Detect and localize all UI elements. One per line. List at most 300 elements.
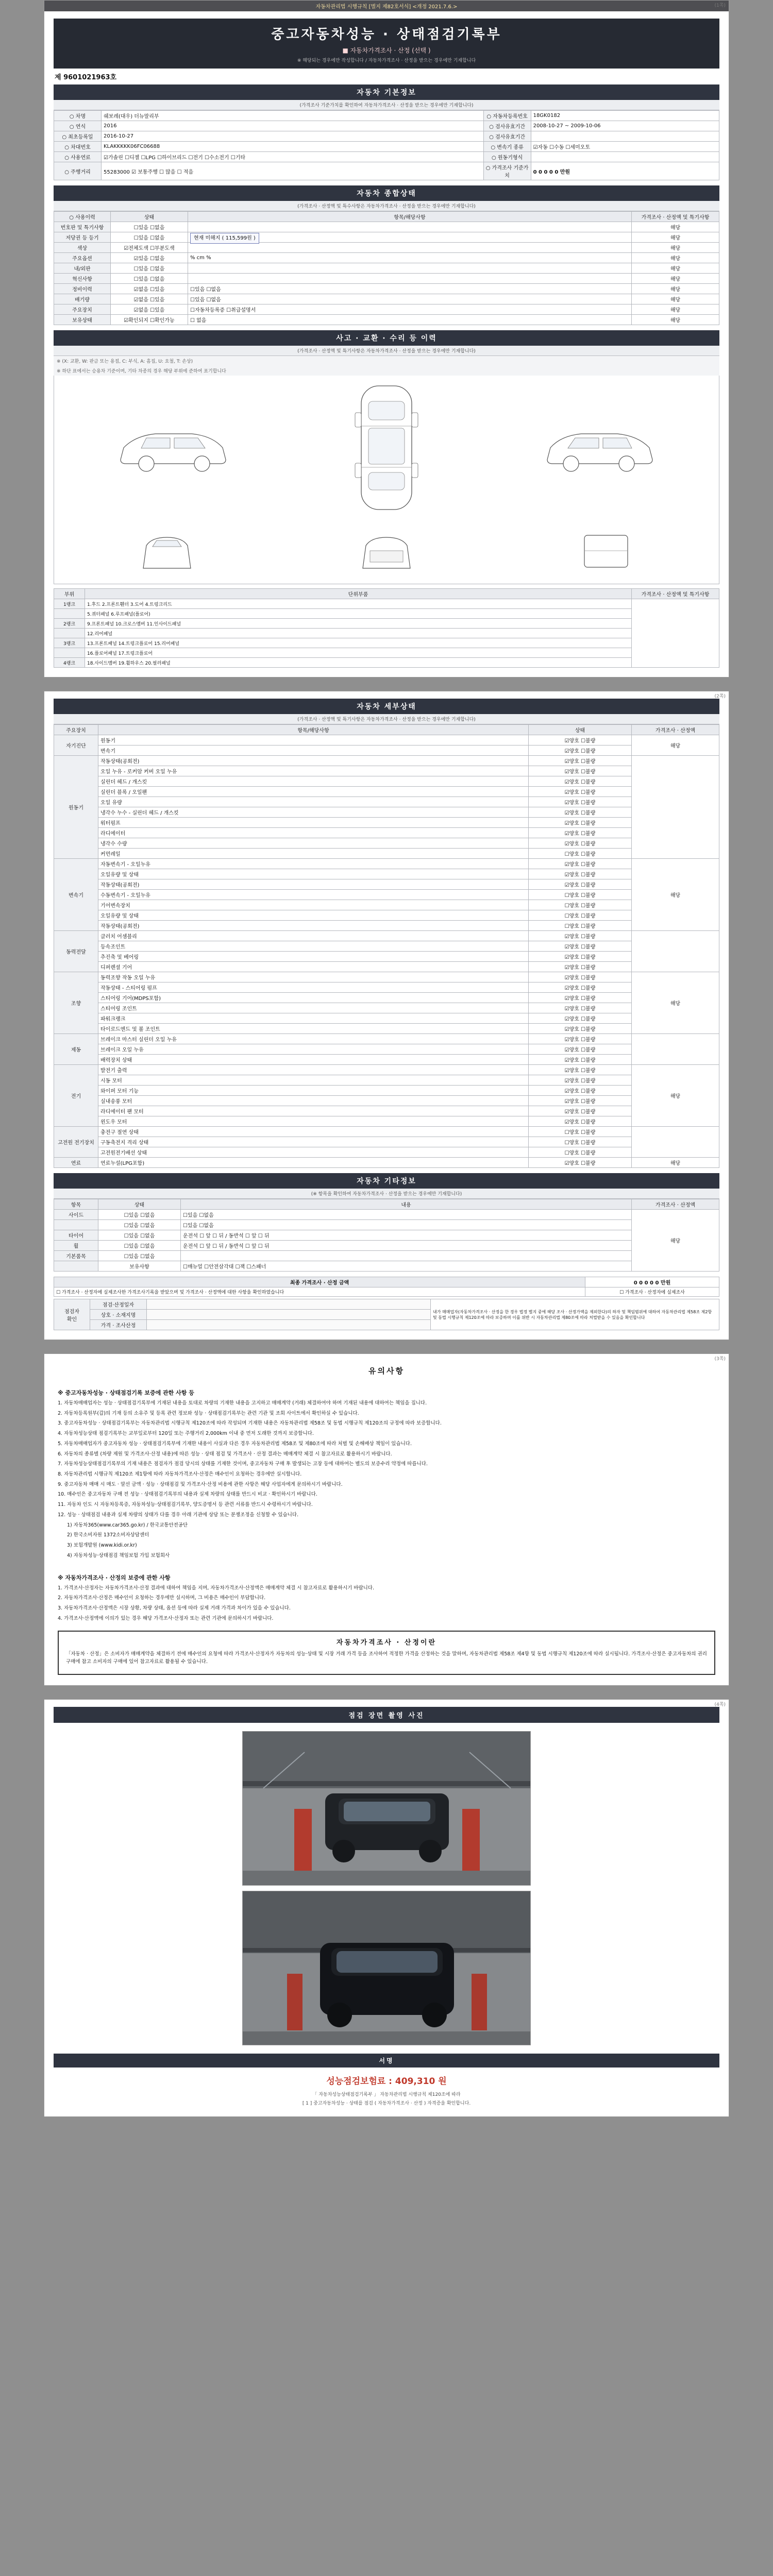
- detail-item-state[interactable]: ☐양호 ☐불량: [529, 900, 632, 910]
- car-diagram-row: [59, 381, 714, 515]
- price-summary-value[interactable]: 0 0 0 0 0 만원: [585, 1277, 719, 1287]
- sig-value-1[interactable]: [147, 1310, 431, 1320]
- table-row: [54, 1147, 719, 1158]
- detail-group-note: 해당: [632, 1065, 719, 1127]
- overall-state-9[interactable]: ☑확인되지 ☐확인가능: [111, 315, 188, 325]
- table-row: [54, 879, 719, 890]
- table-row: [54, 629, 719, 638]
- detail-item-label: 수동변속기 - 오일누유: [98, 890, 529, 900]
- detail-item-state[interactable]: ☑양호 ☐불량: [529, 756, 632, 766]
- detail-item-label: 타이로드엔드 및 볼 조인트: [98, 1024, 529, 1034]
- detail-item-label: 구동축전지 격리 상태: [98, 1137, 529, 1147]
- etc-detail-5[interactable]: ☐매뉴얼 ☐안전삼각대 ☐잭 ☐스패너: [181, 1261, 632, 1272]
- detail-item-label: 디퍼렌셜 기어: [98, 962, 529, 972]
- parts-rank-6: 4랭크: [54, 658, 85, 668]
- table-row: [54, 776, 719, 787]
- etc-state-5[interactable]: 보유사항: [98, 1261, 181, 1272]
- section-basic-title: 자동차 기본정보: [54, 84, 719, 100]
- notice-list-2: [58, 1585, 715, 1623]
- detail-group-label: 동력전달: [54, 931, 98, 972]
- detail-item-state[interactable]: ☑양호 ☐불량: [529, 745, 632, 756]
- notice-item-2: 1. 가격조사·산정자는 자동차가격조사·산정 결과에 대하여 책임을 지며, 자동차가격조사·산정액은 매매계약 체결 시 참고자료로 활용하시기 바랍니다.: [58, 1585, 375, 1591]
- detail-item-state[interactable]: ☐양호 ☐불량: [529, 910, 632, 921]
- car-engine-bay-diagram[interactable]: [575, 522, 637, 579]
- table-row: [54, 962, 719, 972]
- basic-value-4[interactable]: ☑가솔린 ☐디젤 ☐LPG ☐하이브리드 ☐전기 ☐수소전기 ☐기타: [102, 152, 484, 162]
- detail-item-state[interactable]: ☑양호 ☐불량: [529, 1044, 632, 1055]
- detail-group-label: 고전원 전기장치: [54, 1127, 98, 1158]
- document-title-band: [54, 19, 719, 69]
- table-row: [54, 745, 719, 756]
- parts-col-1: 단위부품: [85, 589, 632, 599]
- table-row: [54, 1287, 719, 1297]
- basic-value-0[interactable]: 쉐보레(대우) 더뉴말리부: [102, 111, 484, 121]
- table-row: [54, 1210, 719, 1220]
- table-row: [54, 1034, 719, 1044]
- table-row: [54, 1137, 719, 1147]
- detail-item-state[interactable]: ☑양호 ☐불량: [529, 1034, 632, 1044]
- detail-group-label: 변속기: [54, 859, 98, 931]
- basic-label2-2: ○ 검사유효기간: [483, 131, 531, 142]
- notice-item: 10. 매수인은 중고자동차 구매 전 성능 · 상태점검기록부의 내용과 실제 차량의 상태를 반드시 비교 · 확인하시기 바랍니다.: [58, 1492, 317, 1498]
- table-row: [54, 1251, 719, 1261]
- overall-note-6: 해당: [632, 284, 719, 294]
- overall-state-3[interactable]: ☑있음 ☐없음: [111, 253, 188, 263]
- parts-rank-5: [54, 648, 85, 658]
- detail-item-label: 오일 유량: [98, 797, 529, 807]
- price-definition-body: 「자동차 · 산정」은 소비자가 매매계약을 체결하기 전에 매수인의 요청에 따라 가격조사·산정자가 자동차의 성능·상태 및 시장 거래 가격 등을 조사하여 적정한 가격을 산정하는 것을 말하며, 자동차관리법 제58조 제4항 및 동법 시행규칙 제120조에 따라 실시됩니다. 가격조사·산정은 중고자동차의 권리 구매에 참고 소비자의 구매에 있어 참고자료로 활용될 수 있습니다.: [66, 1651, 707, 1665]
- notice-item: 6. 자동차의 종류별 (차량 제원 및 가격조사·산정 내용)에 따른 성능 · 상태 점검 및 가격조사 · 산정 결과는 매매계약 체결 시 참고자료로 활용하시기 바랍니다.: [58, 1451, 392, 1457]
- detail-item-label: 배력장치 상태: [98, 1055, 529, 1065]
- basic-value2-4[interactable]: [531, 152, 719, 162]
- overall-note-9: 해당: [632, 315, 719, 325]
- sig-value-2[interactable]: [147, 1320, 431, 1330]
- overall-state-6[interactable]: ☑없음 ☐있음: [111, 284, 188, 294]
- car-rear-diagram[interactable]: [356, 522, 417, 579]
- page3-corner-tag: (3쪽): [714, 1357, 726, 1362]
- etc-state-0[interactable]: ☐있음 ☐없음: [98, 1210, 181, 1220]
- car-side-left-diagram[interactable]: [114, 419, 233, 476]
- detail-item-state[interactable]: ☑양호 ☐불량: [529, 807, 632, 818]
- notice-org[interactable]: 2) 한국소비자원 1372소비자상담센터: [67, 1532, 149, 1538]
- detail-item-state[interactable]: ☐양호 ☐불량: [529, 849, 632, 859]
- parts-value-2[interactable]: 9.프론트패널 10.크로스멤버 11.인사이드패널: [85, 619, 632, 629]
- table-row: [54, 294, 719, 304]
- car-side-right-diagram[interactable]: [540, 419, 659, 476]
- table-row: [54, 993, 719, 1003]
- parts-value-0[interactable]: 1.후드 2.프론트휀더 3.도어 4.트렁크리드: [85, 599, 632, 609]
- basic-value-1[interactable]: 2016: [102, 121, 484, 131]
- detail-item-state[interactable]: ☑양호 ☐불량: [529, 787, 632, 797]
- parts-value-3[interactable]: 12.리어패널: [85, 629, 632, 638]
- notice-org[interactable]: 3) 보험개발원 (www.kidi.or.kr): [67, 1543, 137, 1549]
- section-accident-sub: (가격조사 · 산정액 및 특기사항은 자동차가격조사 · 산정을 받으는 경우에만 기재합니다): [54, 346, 719, 356]
- notice-item: 9. 중고자동차 매매 시 매도 · 알선 금액 · 성능 · 상태점검 및 가격조사·산정 비용에 관한 사항은 해당 사업자에게 문의하시기 바랍니다.: [58, 1481, 343, 1487]
- detail-item-state[interactable]: ☑양호 ☐불량: [529, 828, 632, 838]
- etc-state-4[interactable]: ☐있음 ☐없음: [98, 1251, 181, 1261]
- section-basic-sub: (가격조사 기준가치를 확인하여 자동차가격조사 · 산정을 받으는 경우에만 기재합니다): [54, 100, 719, 110]
- overall-detail-9[interactable]: ☐ 없음: [188, 315, 632, 325]
- page-subnote: ※ 해당되는 경우에만 작성합니다 / 자동차가격조사 · 산정을 받으는 경우에만 기재합니다: [297, 58, 476, 63]
- etc-label-2: 타이어: [54, 1230, 98, 1241]
- detail-group-label: 연료: [54, 1158, 98, 1168]
- detail-item-label: 오일유량 및 상태: [98, 869, 529, 879]
- detail-col-3: 가격조사 · 산정액: [632, 725, 719, 735]
- detail-item-label: 추진축 및 베어링: [98, 952, 529, 962]
- detail-item-state[interactable]: ☑양호 ☐불량: [529, 797, 632, 807]
- basic-value-2[interactable]: 2016-10-27: [102, 131, 484, 142]
- detail-item-state[interactable]: ☑양호 ☐불량: [529, 1075, 632, 1086]
- signature-table: [54, 1299, 719, 1330]
- overall-detail-1-text: 현재 미해지 ( 115,599원 ): [190, 233, 259, 244]
- table-row: [54, 131, 719, 142]
- overall-detail-3[interactable]: % cm %: [188, 253, 632, 263]
- etc-state-3[interactable]: ☐있음 ☐없음: [98, 1241, 181, 1251]
- parts-note: [632, 599, 719, 668]
- page4-corner-tag: (4쪽): [714, 1702, 726, 1707]
- overall-col-0: ○ 사용이력: [54, 212, 111, 222]
- detail-item-state[interactable]: ☑양호 ☐불량: [529, 1013, 632, 1024]
- signature-group-label: 점검자 확인: [54, 1299, 90, 1330]
- etc-detail-1[interactable]: ☐있음 ☐없음: [181, 1220, 632, 1230]
- table-row: [54, 304, 719, 315]
- signature-notice: 내가 매매업자(자동차가격조사 · 산정을 한 경우 법정 별지 중에 해당 조사 · 산정가액을 제외한다)의 하자 및 책임범위에 대하여 자동차관리법 제58조 제2항 및 동법 시행규칙 제120조에 따라 보증하며 이를 위반 시 자동차관리법 제80조에 따라 처벌받을 수 있음을 확인합니다: [431, 1299, 719, 1330]
- detail-col-0: 주요장치: [54, 725, 98, 735]
- detail-item-state[interactable]: ☑양호 ☐불량: [529, 879, 632, 890]
- detail-item-state[interactable]: ☑양호 ☐불량: [529, 931, 632, 941]
- detail-item-state[interactable]: ☑양호 ☐불량: [529, 838, 632, 849]
- section-detail-title: 자동차 세부상태: [54, 699, 719, 714]
- etc-col-2: 내용: [181, 1199, 632, 1210]
- overall-note-0: 해당: [632, 222, 719, 232]
- notice-item: 1. 자동차매매업자는 성능 · 상태점검기록부에 기재된 내용을 토대로 차량의 기재한 내용을 고지하고 매매계약 (거래) 체결하여야 하며 기재된 내용에 대하여는 책임을 집니다.: [58, 1400, 427, 1406]
- form-topbar: 자동차관리법 시행규칙 [별지 제82호서식] <개정 2021.7.6.>: [44, 1, 729, 11]
- detail-item-state[interactable]: ☑양호 ☐불량: [529, 1158, 632, 1168]
- table-row: [54, 1116, 719, 1127]
- detail-item-state[interactable]: ☑양호 ☐불량: [529, 1003, 632, 1013]
- etc-detail-4[interactable]: [181, 1251, 632, 1261]
- inspection-photo-2-image: [243, 1891, 531, 2045]
- parts-value-5[interactable]: 16.플로어패널 17.트렁크플로어: [85, 648, 632, 658]
- detail-group-note: 해당: [632, 859, 719, 931]
- inspection-photo-1-image: [243, 1732, 531, 1886]
- table-row: [54, 900, 719, 910]
- overall-detail-4[interactable]: [188, 263, 632, 274]
- table-row: [54, 263, 719, 274]
- parts-rank-0: 1랭크: [54, 599, 85, 609]
- detail-item-label: 작동상태(공회전): [98, 879, 529, 890]
- overall-detail-7[interactable]: ☐있음 ☐없음: [188, 294, 632, 304]
- overall-detail-0[interactable]: [188, 222, 632, 232]
- overall-state-2[interactable]: ☑전체도색 ☐부분도색: [111, 243, 188, 253]
- notice-item-2: 3. 자동차가격조사·산정액은 시장 상황, 차량 상태, 옵션 등에 따라 실제 거래 가격과 차이가 있을 수 있습니다.: [58, 1605, 291, 1611]
- detail-item-label: 클러치 어셈블리: [98, 931, 529, 941]
- table-row: [54, 952, 719, 962]
- overall-state-8[interactable]: ☑없음 ☐있음: [111, 304, 188, 315]
- basic-value2-3[interactable]: ☑자동 ☐수동 ☐세미오토: [531, 142, 719, 152]
- table-row: [54, 1158, 719, 1168]
- detail-item-state[interactable]: ☑양호 ☐불량: [529, 859, 632, 869]
- basic-label-5: ○ 주행거리: [54, 162, 102, 180]
- parts-value-4[interactable]: 13.프론트패널 14.트렁크플로어 15.리어패널: [85, 638, 632, 648]
- overall-state-1[interactable]: ☐있음 ☐없음: [111, 232, 188, 243]
- etc-col-3: 가격조사 · 산정액: [632, 1199, 719, 1210]
- table-row: [54, 1065, 719, 1075]
- etc-detail-3[interactable]: 운전석 ☐ 앞 ☐ 뒤 / 동반석 ☐ 앞 ☐ 뒤: [181, 1241, 632, 1251]
- detail-item-state[interactable]: ☑양호 ☐불량: [529, 1106, 632, 1116]
- table-row: [54, 921, 719, 931]
- insurance-fee-value: 409,310 원: [395, 2076, 447, 2087]
- parts-rank-1: [54, 609, 85, 619]
- basic-label-4: ○ 사용연료: [54, 152, 102, 162]
- overall-state-4[interactable]: ☐있음 ☐없음: [111, 263, 188, 274]
- table-row: [54, 838, 719, 849]
- detail-item-state[interactable]: ☑양호 ☐불량: [529, 1055, 632, 1065]
- notice-org[interactable]: 4) 자동차성능·상태점검 책임보험 가입 보험회사: [67, 1552, 170, 1558]
- table-row: [54, 1086, 719, 1096]
- basic-value2-2[interactable]: [531, 131, 719, 142]
- detail-item-state[interactable]: ☑양호 ☐불량: [529, 993, 632, 1003]
- car-damage-diagram[interactable]: [54, 376, 719, 584]
- notice-item: 7. 자동차성능상태점검기록부의 기재 내용은 점검자가 점검 당시의 상태를 기재한 것이며, 중고자동차 구매 후 발생되는 고장 등에 대하여는 별도의 보증수리 약정에 따릅니다.: [58, 1461, 428, 1467]
- sig-label-1: 상호 · 소재지명: [90, 1310, 147, 1320]
- table-row: [54, 1261, 719, 1272]
- notice-title: 유의사항: [368, 1366, 405, 1376]
- notice-item: 12. 성능 · 상태점검 내용과 실제 차량의 상태가 다를 경우 아래 기관에 상담 또는 분쟁조정을 신청할 수 있습니다.: [58, 1512, 299, 1518]
- detail-item-label: 충전구 절연 상태: [98, 1127, 529, 1137]
- overall-note-2: 해당: [632, 243, 719, 253]
- table-row: [54, 162, 719, 180]
- basic-label2-1: ○ 검사유효기간: [483, 121, 531, 131]
- inspection-photo-1[interactable]: [242, 1731, 531, 1886]
- overall-label-3: 주요옵션: [54, 253, 111, 263]
- detail-item-label: 실린더 헤드 / 개스킷: [98, 776, 529, 787]
- detail-item-label: 발전기 출력: [98, 1065, 529, 1075]
- page-4: [44, 1699, 729, 2117]
- table-row: [54, 890, 719, 900]
- overall-detail-5[interactable]: [188, 274, 632, 284]
- table-row: [54, 1075, 719, 1086]
- parts-col-0: 부위: [54, 589, 85, 599]
- table-row: [54, 315, 719, 325]
- detail-item-state[interactable]: ☑양호 ☐불량: [529, 1116, 632, 1127]
- notice-item: 4. 자동차성능상태 점검기록부는 교부일로부터 120일 또는 주행거리 2,000km 이내 중 먼저 도래한 것까지 보증합니다.: [58, 1431, 314, 1437]
- table-row: [54, 121, 719, 131]
- detail-item-label: 오일 누유 - 로커암 커버 오일 누유: [98, 766, 529, 776]
- footer-line-1: 「 자동차성능상태점검기록부 」 자동차관리법 시행규칙 제120조에 따라: [312, 2092, 461, 2097]
- etc-col-1: 상태: [98, 1199, 181, 1210]
- table-row: [54, 599, 719, 609]
- detail-item-state[interactable]: ☑양호 ☐불량: [529, 982, 632, 993]
- overall-label-2: 색상: [54, 243, 111, 253]
- overall-state-5[interactable]: ☐있음 ☐없음: [111, 274, 188, 284]
- overall-label-9: 보유상태: [54, 315, 111, 325]
- price-summary-table: [54, 1277, 719, 1297]
- detail-item-label: 커먼레일: [98, 849, 529, 859]
- etc-state-1[interactable]: ☐있음 ☐없음: [98, 1220, 181, 1230]
- parts-value-1[interactable]: 5.쿼터패널 6.루프패널(플로어): [85, 609, 632, 619]
- table-row: [54, 1055, 719, 1065]
- price-summary-opt2[interactable]: ☐ 가격조사 · 산정자에 실제조사: [585, 1287, 719, 1297]
- detail-item-label: 브레이크 오일 누유: [98, 1044, 529, 1055]
- overall-state-7[interactable]: ☑없음 ☐있음: [111, 294, 188, 304]
- detail-item-state[interactable]: ☐양호 ☐불량: [529, 1137, 632, 1147]
- table-row: [54, 222, 719, 232]
- detail-col-2: 상태: [529, 725, 632, 735]
- table-row: [54, 807, 719, 818]
- table-row: [54, 972, 719, 982]
- parts-rank-4: 3랭크: [54, 638, 85, 648]
- detail-item-state[interactable]: ☑양호 ☐불량: [529, 1096, 632, 1106]
- accident-parts-table: [54, 588, 719, 668]
- detail-item-label: 라디에이터: [98, 828, 529, 838]
- detail-group-label: 전기: [54, 1065, 98, 1127]
- basic-info-table: [54, 110, 719, 180]
- notice-item-2: 4. 가격조사·산정액에 이의가 있는 경우 해당 가격조사·산정자 또는 관련 기관에 문의하시기 바랍니다.: [58, 1615, 274, 1621]
- detail-item-state[interactable]: ☐양호 ☐불량: [529, 1127, 632, 1137]
- sig-label-0: 점검·산정일자: [90, 1299, 147, 1310]
- detail-item-label: 라디에이터 팬 모터: [98, 1106, 529, 1116]
- table-row: [54, 797, 719, 807]
- overall-detail-1[interactable]: [188, 232, 632, 243]
- page-3: [44, 1353, 729, 1686]
- table-row: [54, 1106, 719, 1116]
- etc-table: [54, 1199, 719, 1272]
- table-row: [54, 828, 719, 838]
- overall-label-7: 배기량: [54, 294, 111, 304]
- detail-item-label: 냉각수 누수 - 실린더 헤드 / 개스킷: [98, 807, 529, 818]
- price-summary-opt1[interactable]: ☐ 가격조사 · 산정자에 실제조사한 가격조사기록을 받았으며 및 가격조사 · 산정액에 대한 사항을 확인하였습니다: [54, 1287, 585, 1297]
- etc-label-5: [54, 1261, 98, 1272]
- detail-item-label: 연료누설(LPG포함): [98, 1158, 529, 1168]
- etc-detail-2[interactable]: 운전석 ☐ 앞 ☐ 뒤 / 동반석 ☐ 앞 ☐ 뒤: [181, 1230, 632, 1241]
- basic-label-0: ○ 차명: [54, 111, 102, 121]
- detail-item-state[interactable]: ☑양호 ☐불량: [529, 962, 632, 972]
- table-header-row: [54, 1199, 719, 1210]
- basic-label-3: ○ 차대번호: [54, 142, 102, 152]
- parts-value-6[interactable]: 18.사이드멤버 19.휠하우스 20.필러패널: [85, 658, 632, 668]
- basic-value2-1[interactable]: 2008-10-27 ~ 2009-10-06: [531, 121, 719, 131]
- overall-detail-2[interactable]: [188, 243, 632, 253]
- overall-note-7: 해당: [632, 294, 719, 304]
- detail-item-state[interactable]: ☑양호 ☐불량: [529, 952, 632, 962]
- page2-corner-tag: (2쪽): [714, 694, 726, 699]
- detail-item-label: 동력조향 작동 오일 누유: [98, 972, 529, 982]
- table-row: [54, 658, 719, 668]
- inspection-photo-2[interactable]: [242, 1891, 531, 2045]
- detail-item-label: 와이퍼 모터 기능: [98, 1086, 529, 1096]
- etc-col-0: 항목: [54, 1199, 98, 1210]
- overall-table: [54, 211, 719, 325]
- footer-line-2: [ 1 ] 중고자동차성능 · 상태를 점검 ( 자동차가격조사 · 산정 ) 자격증을 확인합니다.: [302, 2100, 471, 2106]
- overall-label-8: 주요장치: [54, 304, 111, 315]
- overall-detail-6[interactable]: ☐있음 ☐없음: [188, 284, 632, 294]
- detail-item-label: 작동상태 - 스티어링 펌프: [98, 982, 529, 993]
- car-front-diagram[interactable]: [136, 522, 198, 579]
- table-row: [54, 609, 719, 619]
- detail-item-state[interactable]: ☐양호 ☐불량: [529, 1147, 632, 1158]
- basic-value-3[interactable]: KLAKKKKK06FC06688: [102, 142, 484, 152]
- detail-item-label: 실린더 블록 / 오일팬: [98, 787, 529, 797]
- basic-label2-0: ○ 자동차등록번호: [483, 111, 531, 121]
- etc-state-2[interactable]: ☐있음 ☐없음: [98, 1230, 181, 1241]
- sig-label-2: 가격 · 조사산정: [90, 1320, 147, 1330]
- basic-value2-5[interactable]: 0 0 0 0 0 만원: [531, 162, 719, 180]
- insurance-fee-line: [54, 2067, 719, 2090]
- page-1: [44, 0, 729, 677]
- detail-item-label: 냉각수 수량: [98, 838, 529, 849]
- detail-item-label: 기어변속장치: [98, 900, 529, 910]
- table-header-row: [54, 589, 719, 599]
- detail-group-label: 원동기: [54, 756, 98, 859]
- table-row: [54, 1230, 719, 1241]
- detail-item-state[interactable]: ☑양호 ☐불량: [529, 1086, 632, 1096]
- section-accident-title: 사고 · 교환 · 수리 등 이력: [54, 330, 719, 346]
- detail-item-state[interactable]: ☐양호 ☐불량: [529, 890, 632, 900]
- photo-section-title: 점검 장면 촬영 사진: [54, 1707, 719, 1723]
- overall-col-1: 상태: [111, 212, 188, 222]
- basic-label2-5: ○ 가격조사 기준가치: [483, 162, 531, 180]
- sig-value-0[interactable]: [147, 1299, 431, 1310]
- document-number: 제 9601021963호: [55, 74, 117, 81]
- notice-org-list: [58, 1522, 715, 1560]
- insurance-fee-label: 성능점검보험료 :: [326, 2076, 392, 2087]
- overall-detail-8[interactable]: ☐자동차등록증 ☐취급설명서: [188, 304, 632, 315]
- basic-value2-0[interactable]: 18GK0182: [531, 111, 719, 121]
- table-row: [54, 1024, 719, 1034]
- detail-item-label: 작동상태(공회전): [98, 756, 529, 766]
- detail-item-state[interactable]: ☑양호 ☐불량: [529, 972, 632, 982]
- notice-org[interactable]: 1) 자동차365(www.car365.go.kr) / 한국교통안전공단: [67, 1522, 188, 1528]
- detail-item-label: 등속조인트: [98, 941, 529, 952]
- table-row: [54, 619, 719, 629]
- overall-note-4: 해당: [632, 263, 719, 274]
- detail-item-state[interactable]: ☑양호 ☐불량: [529, 766, 632, 776]
- table-row: [54, 859, 719, 869]
- table-row: [54, 648, 719, 658]
- detail-group-note: [632, 756, 719, 859]
- detail-item-state[interactable]: ☐양호 ☐불량: [529, 921, 632, 931]
- page-title: 중고자동차성능 · 상태점검기록부: [271, 27, 502, 42]
- detail-group-note: [632, 1127, 719, 1158]
- table-row: [54, 638, 719, 648]
- table-row: [54, 1299, 719, 1310]
- table-row: [54, 1044, 719, 1055]
- etc-label-1: [54, 1220, 98, 1230]
- notice-item: 5. 자동차매매업자가 중고자동차 성능 · 상태점검기록부에 기재한 내용이 사실과 다른 경우 자동차관리법 제58조 및 제80조에 따라 처벌 및 손해배상 책임이 있습니다.: [58, 1440, 412, 1447]
- etc-detail-0[interactable]: ☐있음 ☐없음: [181, 1210, 632, 1220]
- table-row: [54, 274, 719, 284]
- detail-group-label: 제동: [54, 1034, 98, 1065]
- detail-state-table: [54, 724, 719, 1168]
- detail-item-state[interactable]: ☑양호 ☐불량: [529, 1065, 632, 1075]
- car-top-diagram[interactable]: [348, 381, 425, 515]
- overall-state-0[interactable]: ☐있음 ☐없음: [111, 222, 188, 232]
- detail-group-note: 해당: [632, 972, 719, 1034]
- detail-item-label: 파워크랭크: [98, 1013, 529, 1024]
- section-overall-sub: (가격조사 · 산정액 및 특수사항은 자동차가격조사 · 산정을 받으는 경우에만 기재합니다): [54, 201, 719, 211]
- table-row: [54, 869, 719, 879]
- detail-item-state[interactable]: ☑양호 ☐불량: [529, 818, 632, 828]
- detail-group-note: [632, 1034, 719, 1065]
- detail-item-state[interactable]: ☑양호 ☐불량: [529, 1024, 632, 1034]
- detail-item-state[interactable]: ☑양호 ☐불량: [529, 776, 632, 787]
- detail-item-state[interactable]: ☑양호 ☐불량: [529, 941, 632, 952]
- basic-value-5[interactable]: 55283000 ☑ 보통주행 ☐ 많음 ☐ 적음: [102, 162, 484, 180]
- detail-item-state[interactable]: ☑양호 ☐불량: [529, 735, 632, 745]
- notice-item: 3. 중고자동차성능 · 상태점검기록부는 자동차관리법 시행규칙 제120조에 따라 작성되며 기재한 내용은 자동차관리법 제58조 및 동법 시행규칙 제120조의 규정에 따라 보증합니다.: [58, 1420, 442, 1427]
- detail-item-state[interactable]: ☑양호 ☐불량: [529, 869, 632, 879]
